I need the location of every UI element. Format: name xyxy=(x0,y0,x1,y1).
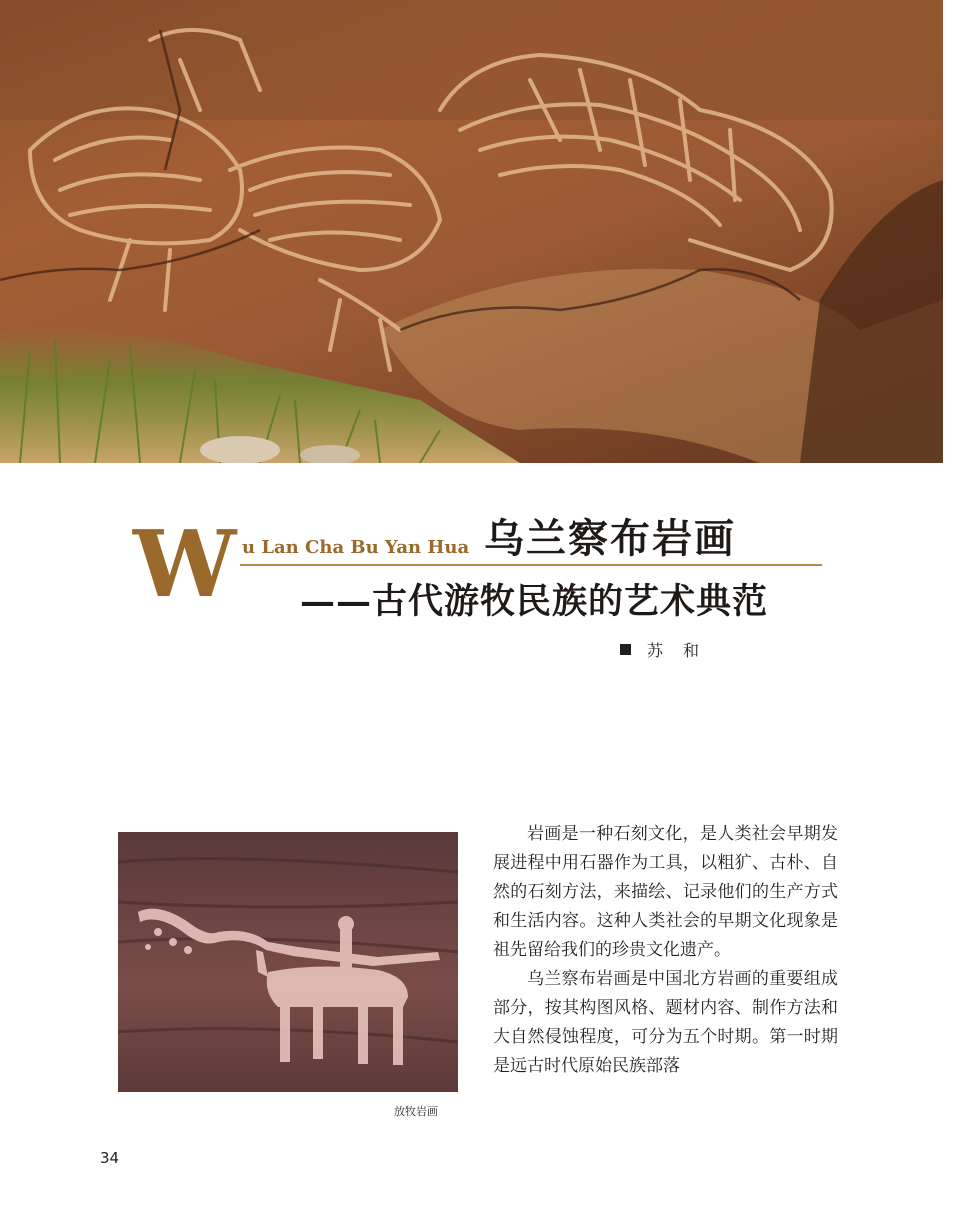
rock-art-illustration xyxy=(0,0,943,463)
herding-rock-art-illustration xyxy=(118,832,458,1092)
herding-rock-art-photo xyxy=(118,832,458,1092)
paragraph: 乌兰察布岩画是中国北方岩画的重要组成部分，按其构图风格、题材内容、制作方法和大自然侵蚀程度，可分为五个时期。第一时期是远古时代原始民族部落 xyxy=(493,969,838,1076)
bullet-square-icon xyxy=(620,644,631,655)
title-divider xyxy=(240,564,822,566)
paragraph: 岩画是一种石刻文化，是人类社会早期发展进程中用石器作为工具，以粗犷、古朴、自然的石刻方法，来描绘、记录他们的生产方式和生活内容。这种人类社会的早期文化现象是祖先留给我们的珍贵文化遗产。 xyxy=(493,824,838,960)
figure-caption: 放牧岩画 xyxy=(394,1105,438,1118)
page-number: 34 xyxy=(100,1149,120,1167)
author-line xyxy=(620,638,701,661)
hero-rock-art-photo xyxy=(0,0,943,463)
title-pinyin: u Lan Cha Bu Yan Hua xyxy=(242,537,470,558)
article-subtitle: ——古代游牧民族的艺术典范 xyxy=(300,581,769,622)
author-name: 苏 和 xyxy=(647,641,702,660)
article-body xyxy=(493,820,838,1081)
drop-cap-initial: W xyxy=(133,510,237,618)
article-title: 乌兰察布岩画 xyxy=(484,515,736,562)
